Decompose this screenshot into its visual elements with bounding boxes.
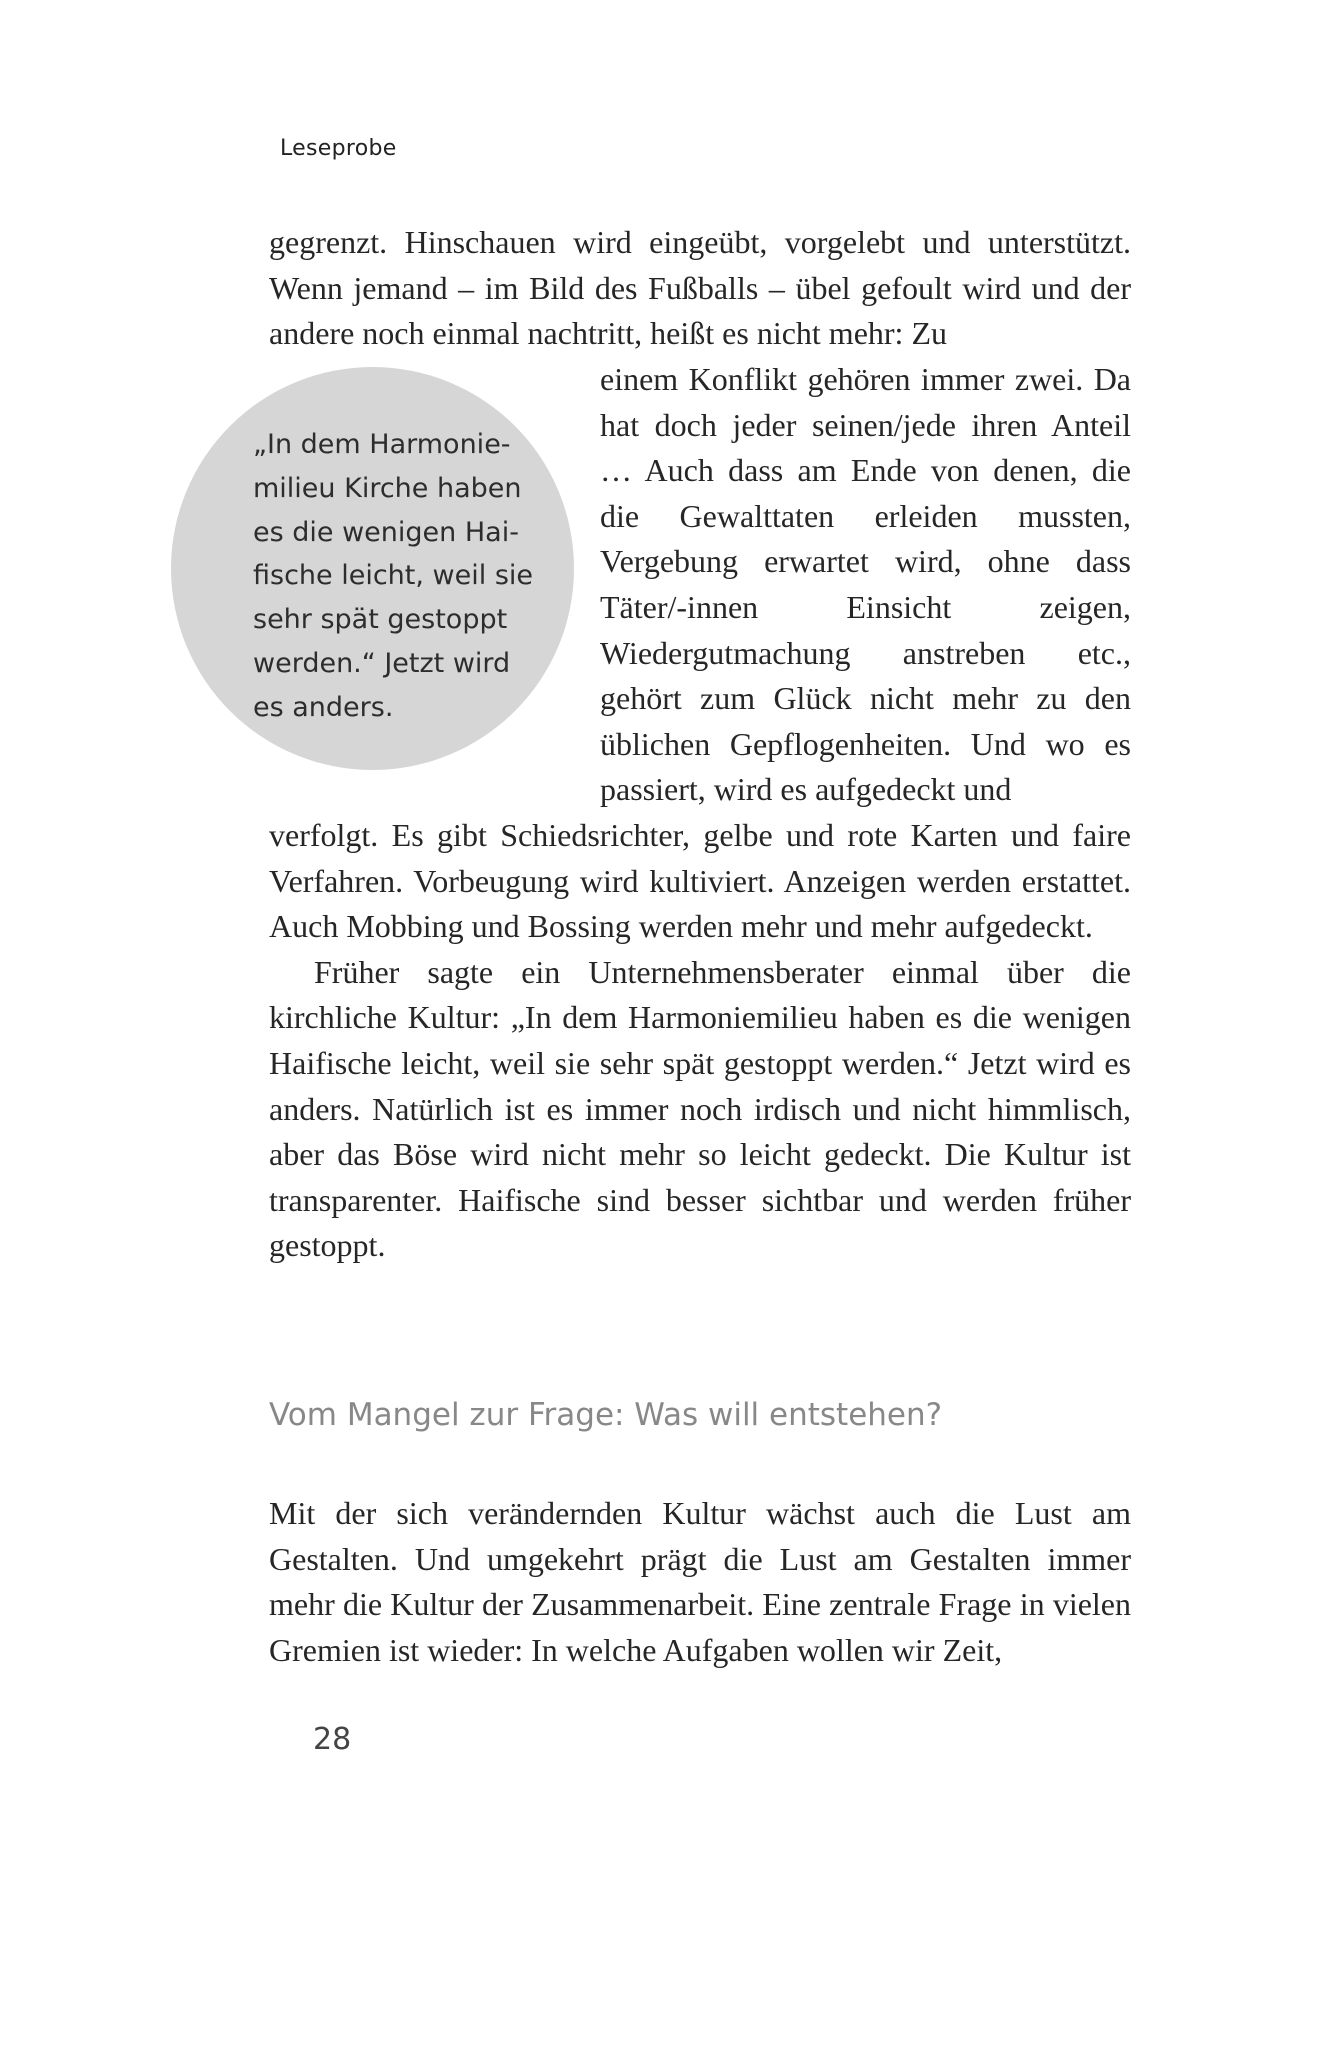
pull-quote-line: sehr spät gestoppt	[253, 604, 508, 636]
paragraph-top: gegrenzt. Hinschauen wird eingeübt, vorgelebt und unterstützt. Wenn jemand – im Bild des Fußballs – übel gefoult wird und der andere noch einmal nachtritt, heißt es nicht mehr: Zu	[269, 224, 1131, 352]
pull-quote-line: milieu Kirche haben	[253, 472, 522, 504]
paragraph-beside-quote: einem Konflikt gehören immer zwei. Da hat doch jeder seinen/jede ihren Anteil … Auch dass am Ende von denen, die die Gewalttaten erleiden mussten, Vergebung erwartet wird, ohne dass Täter/-innen Einsicht zeigen, Wiedergutmachung anstreben etc., gehört zum Glück nicht mehr zu den üblichen Gepflogenheiten. Und wo es passiert, wird es aufgedeckt und	[600, 361, 1131, 808]
pull-quote-line: werden.“ Jetzt wird	[253, 647, 511, 679]
pull-quote-line: es anders.	[253, 691, 394, 723]
pull-quote-line: fische leicht, weil sie	[253, 560, 534, 592]
pull-quote-line: es die wenigen Hai-	[253, 516, 519, 548]
page-number: 28	[313, 1722, 352, 1757]
paragraph-second: Früher sagte ein Unternehmensberater einmal über die kirchliche Kultur: „In dem Harmoniemilieu haben es die wenigen Haifische leicht, weil sie sehr spät gestoppt werden.“ Jetzt wird es anders. Natürlich ist es immer noch irdisch und nicht himmlisch, aber das Böse wird nicht mehr so leicht gedeckt. Die Kultur ist transparenter. Haifische sind besser sichtbar und werden früher gestoppt.	[269, 953, 1131, 1264]
running-head: Leseprobe	[280, 136, 397, 161]
pull-quote	[253, 423, 553, 730]
paragraph-bottom: Mit der sich verändernden Kultur wächst auch die Lust am Gestalten. Und umgekehrt prägt die Lust am Gestalten immer mehr die Kultur der Zusammenarbeit. Eine zentrale Frage in vielen Gremien ist wieder: In welche Aufgaben wollen wir Zeit,	[269, 1495, 1131, 1668]
body-continuation	[269, 813, 1131, 1269]
section-heading: Vom Mangel zur Frage: Was will entstehen?	[269, 1397, 943, 1433]
pull-quote-line: „In dem Harmonie-	[253, 429, 511, 460]
paragraph-after-quote: verfolgt. Es gibt Schiedsrichter, gelbe und rote Karten und faire Verfahren. Vorbeugung wird kultiviert. Anzeigen werden erstattet. Auch Mobbing und Bossing werden mehr und mehr aufgedeckt.	[269, 817, 1131, 945]
